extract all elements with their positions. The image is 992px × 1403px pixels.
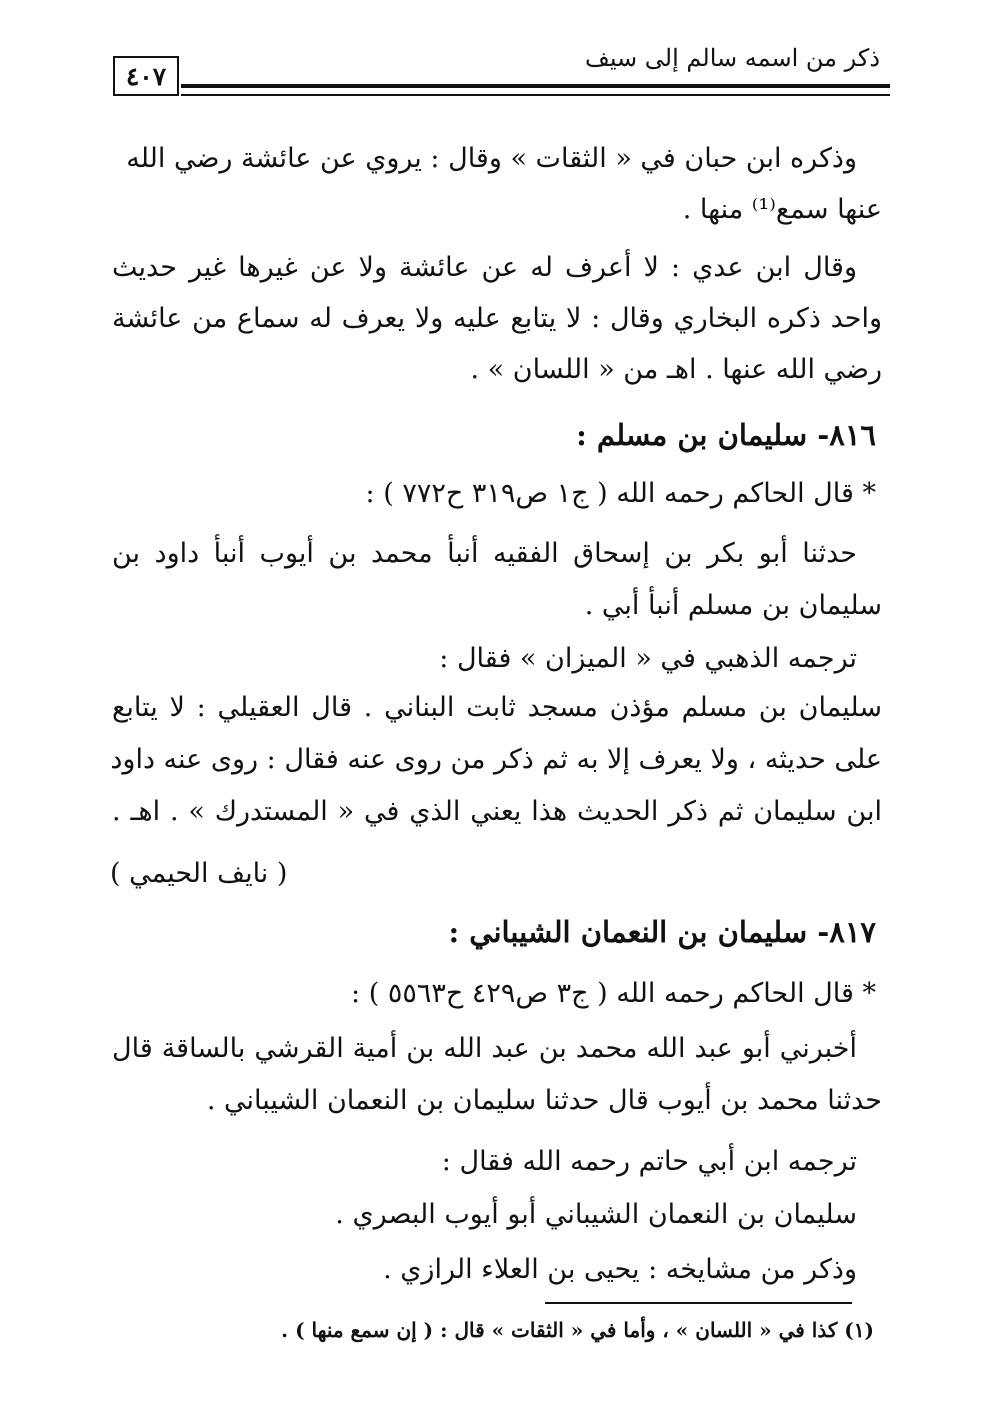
paragraph-line: ابن سليمان ثم ذكر الحديث هذا يعني الذي في « المستدرك » . اهـ . <box>112 796 882 827</box>
paragraph-line: وذكر من مشايخه : يحيى بن العلاء الرازي . <box>383 1254 857 1285</box>
footnote-separator <box>545 1302 852 1304</box>
paragraph-line: عنها سمع⁽¹⁾ منها . <box>682 194 882 225</box>
paragraph-line: وقال ابن عدي : لا أعرف له عن عائشة ولا عن غيرها غير حديث <box>112 252 857 283</box>
paragraph-line: حدثنا محمد بن أيوب قال حدثنا سليمان بن النعمان الشيباني . <box>206 1085 882 1116</box>
footnote: (١) كذا في « اللسان » ، وأما في « الثقات » قال : ( إن سمع منها ) . <box>281 1318 874 1342</box>
header-rule-thin <box>181 94 890 96</box>
paragraph-line: سليمان بن مسلم أنبأ أبي . <box>584 590 882 621</box>
paragraph-line: ترجمه ابن أبي حاتم رحمه الله فقال : <box>441 1146 857 1177</box>
running-title: ذكر من اسمه سالم إلى سيف <box>584 44 880 72</box>
paragraph-line: وذكره ابن حبان في « الثقات » وقال : يروي عن عائشة رضي الله <box>126 143 857 174</box>
attribution-line: ( نايف الحيمي ) <box>110 858 288 889</box>
page-number-box <box>113 56 179 96</box>
paragraph-line: على حديثه ، ولا يعرف إلا به ثم ذكر من روى عنه فقال : روى عنه داود <box>110 744 882 775</box>
citation-line: * قال الحاكم رحمه الله ( ج١ ص٣١٩ ح٧٧٢ ) : <box>365 478 876 509</box>
paragraph-line: ترجمه الذهبي في « الميزان » فقال : <box>439 643 857 674</box>
paragraph-line: واحد ذكره البخاري وقال : لا يتابع عليه ولا يعرف له سماع من عائشة <box>112 303 882 334</box>
header-rule-thick <box>181 84 890 88</box>
paragraph-line: سليمان بن النعمان الشيباني أبو أيوب البصري . <box>335 1199 857 1230</box>
entry-heading: ٨١٧- سليمان بن النعمان الشيباني : <box>448 915 876 949</box>
paragraph-line: حدثنا أبو بكر بن إسحاق الفقيه أنبأ محمد بن أيوب أنبأ داود بن <box>112 538 857 569</box>
entry-heading: ٨١٦- سليمان بن مسلم : <box>576 418 876 452</box>
paragraph-line: رضي الله عنها . اهـ من « اللسان » . <box>470 354 882 385</box>
citation-line: * قال الحاكم رحمه الله ( ج٣ ص٤٢٩ ح٥٥٦٣ ) : <box>351 978 876 1009</box>
page-number: ٤٠٧ <box>125 61 167 91</box>
paragraph-line: سليمان بن مسلم مؤذن مسجد ثابت البناني . قال العقيلي : لا يتابع <box>112 692 882 723</box>
paragraph-line: أخبرني أبو عبد الله محمد بن عبد الله بن أمية القرشي بالساقة قال <box>112 1033 857 1064</box>
